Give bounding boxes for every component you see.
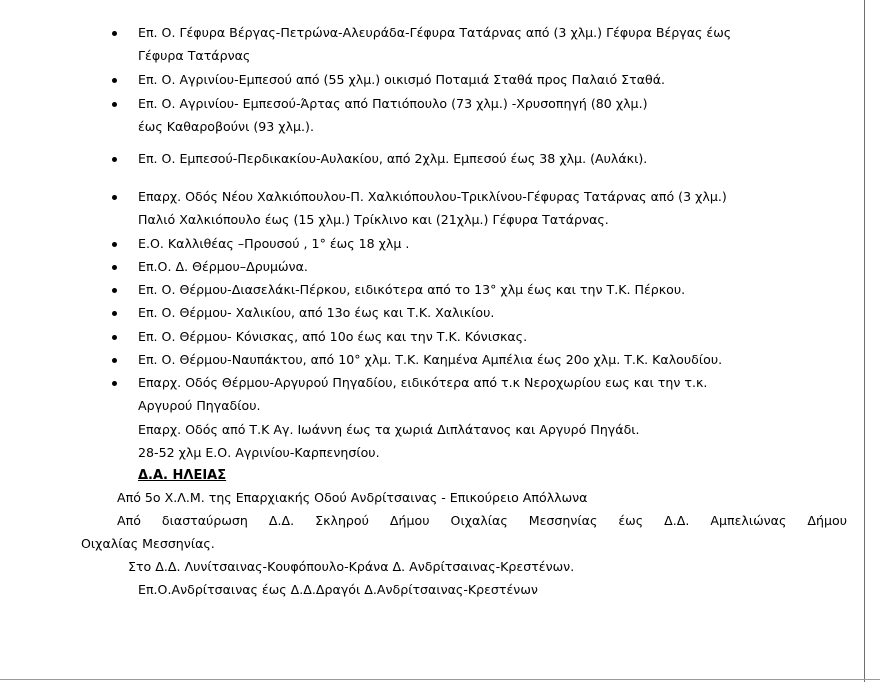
list-item-line: Παλιό Χαλκιόπουλο έως (15 χλμ.) Τρίκλινο και (21χλμ.) Γέφυρα Τατάρνας.: [138, 212, 609, 227]
list-item-line: Επαρχ. Οδός Νέου Χαλκιόπουλου-Π. Χαλκιόπουλου-Τρικλίνου-Γέφυρας Τατάρνας από (3 χλμ.): [138, 189, 727, 204]
bullet-icon: [112, 381, 117, 386]
text-line: 28-52 χλμ Ε.Ο. Αγρινίου-Καρπενησίου.: [138, 445, 380, 460]
text-line: Επαρχ. Οδός από Τ.Κ Αγ. Ιωάννη έως τα χωριά Διπλάτανος και Αργυρό Πηγάδι.: [138, 422, 640, 437]
bullet-icon: [112, 311, 117, 316]
list-item-line: Επ. Ο. Θέρμου- Κόνισκας, από 10ο έως και την Τ.Κ. Κόνισκας.: [138, 329, 528, 344]
page-bottom-divider: [0, 679, 880, 680]
bullet-icon: [112, 31, 117, 36]
list-item-line: Επ. Ο. Θέρμου-Διασελάκι-Πέρκου, ειδικότερα από το 13° χλμ έως και την Τ.Κ. Πέρκου.: [138, 282, 686, 297]
list-item-line: Ε.Ο. Καλλιθέας –Προυσού , 1° έως 18 χλμ .: [138, 236, 410, 251]
bullet-icon: [112, 242, 117, 247]
list-item-line: Γέφυρα Τατάρνας: [138, 48, 251, 63]
bullet-icon: [112, 288, 117, 293]
list-item-line: Επ.Ο. Δ. Θέρμου–Δρυμώνα.: [138, 259, 308, 274]
text-line: Από 5ο Χ.Λ.Μ. της Επαρχιακής Οδού Ανδρίτσαινας - Επικούρειο Απόλλωνα: [117, 490, 588, 505]
list-item-line: έως Καθαροβούνι (93 χλμ.).: [138, 119, 314, 134]
bullet-icon: [112, 265, 117, 270]
list-item-line: Επ. Ο. Αγρινίου- Εμπεσού-Άρτας από Πατιόπουλο (73 χλμ.) -Χρυσοπηγή (80 χλμ.): [138, 96, 648, 111]
list-item-line: Επ. Ο. Γέφυρα Βέργας-Πετρώνα-Αλευράδα-Γέφυρα Τατάρνας από (3 χλμ.) Γέφυρα Βέργας έως: [138, 25, 732, 40]
list-item-line: Επ. Ο. Αγρινίου-Εμπεσού από (55 χλμ.) οικισμό Ποταμιά Σταθά προς Παλαιό Σταθά.: [138, 72, 666, 87]
list-item-line: Επ. Ο. Εμπεσού-Περδικακίου-Αυλακίου, από 2χλμ. Εμπεσού έως 38 χλμ. (Αυλάκι).: [138, 151, 648, 166]
text-line: Οιχαλίας Μεσσηνίας.: [81, 536, 215, 551]
bullet-icon: [112, 195, 117, 200]
bullet-icon: [112, 157, 117, 162]
bullet-icon: [112, 102, 117, 107]
bullet-icon: [112, 78, 117, 83]
list-item-line: Επ. Ο. Θέρμου- Χαλικίου, από 13ο έως και Τ.Κ. Χαλικίου.: [138, 305, 495, 320]
bullet-icon: [112, 335, 117, 340]
bullet-icon: [112, 358, 117, 363]
list-item-line: Επαρχ. Οδός Θέρμου-Αργυρού Πηγαδίου, ειδικότερα από τ.κ Νεροχωρίου εως και την τ.κ.: [138, 375, 708, 390]
section-heading: Δ.Α. ΗΛΕΙΑΣ: [138, 468, 227, 483]
list-item-line: Αργυρού Πηγαδίου.: [138, 398, 261, 413]
text-line: Στο Δ.Δ. Λυνίτσαινας-Κουφόπουλο-Κράνα Δ. Ανδρίτσαινας-Κρεστένων.: [128, 559, 575, 574]
text-line: Από διασταύρωση Δ.Δ. Σκληρού Δήμου Οιχαλίας Μεσσηνίας έως Δ.Δ. Αμπελιώνας Δήμου: [117, 513, 847, 528]
text-line: Επ.Ο.Ανδρίτσαινας έως Δ.Δ.Δραγόι Δ.Ανδρίτσαινας-Κρεστένων: [138, 582, 538, 597]
list-item-line: Επ. Ο. Θέρμου-Ναυπάκτου, από 10° χλμ. Τ.Κ. Καημένα Αμπέλια έως 20ο χλμ. Τ.Κ. Καλουδίου.: [138, 352, 723, 367]
